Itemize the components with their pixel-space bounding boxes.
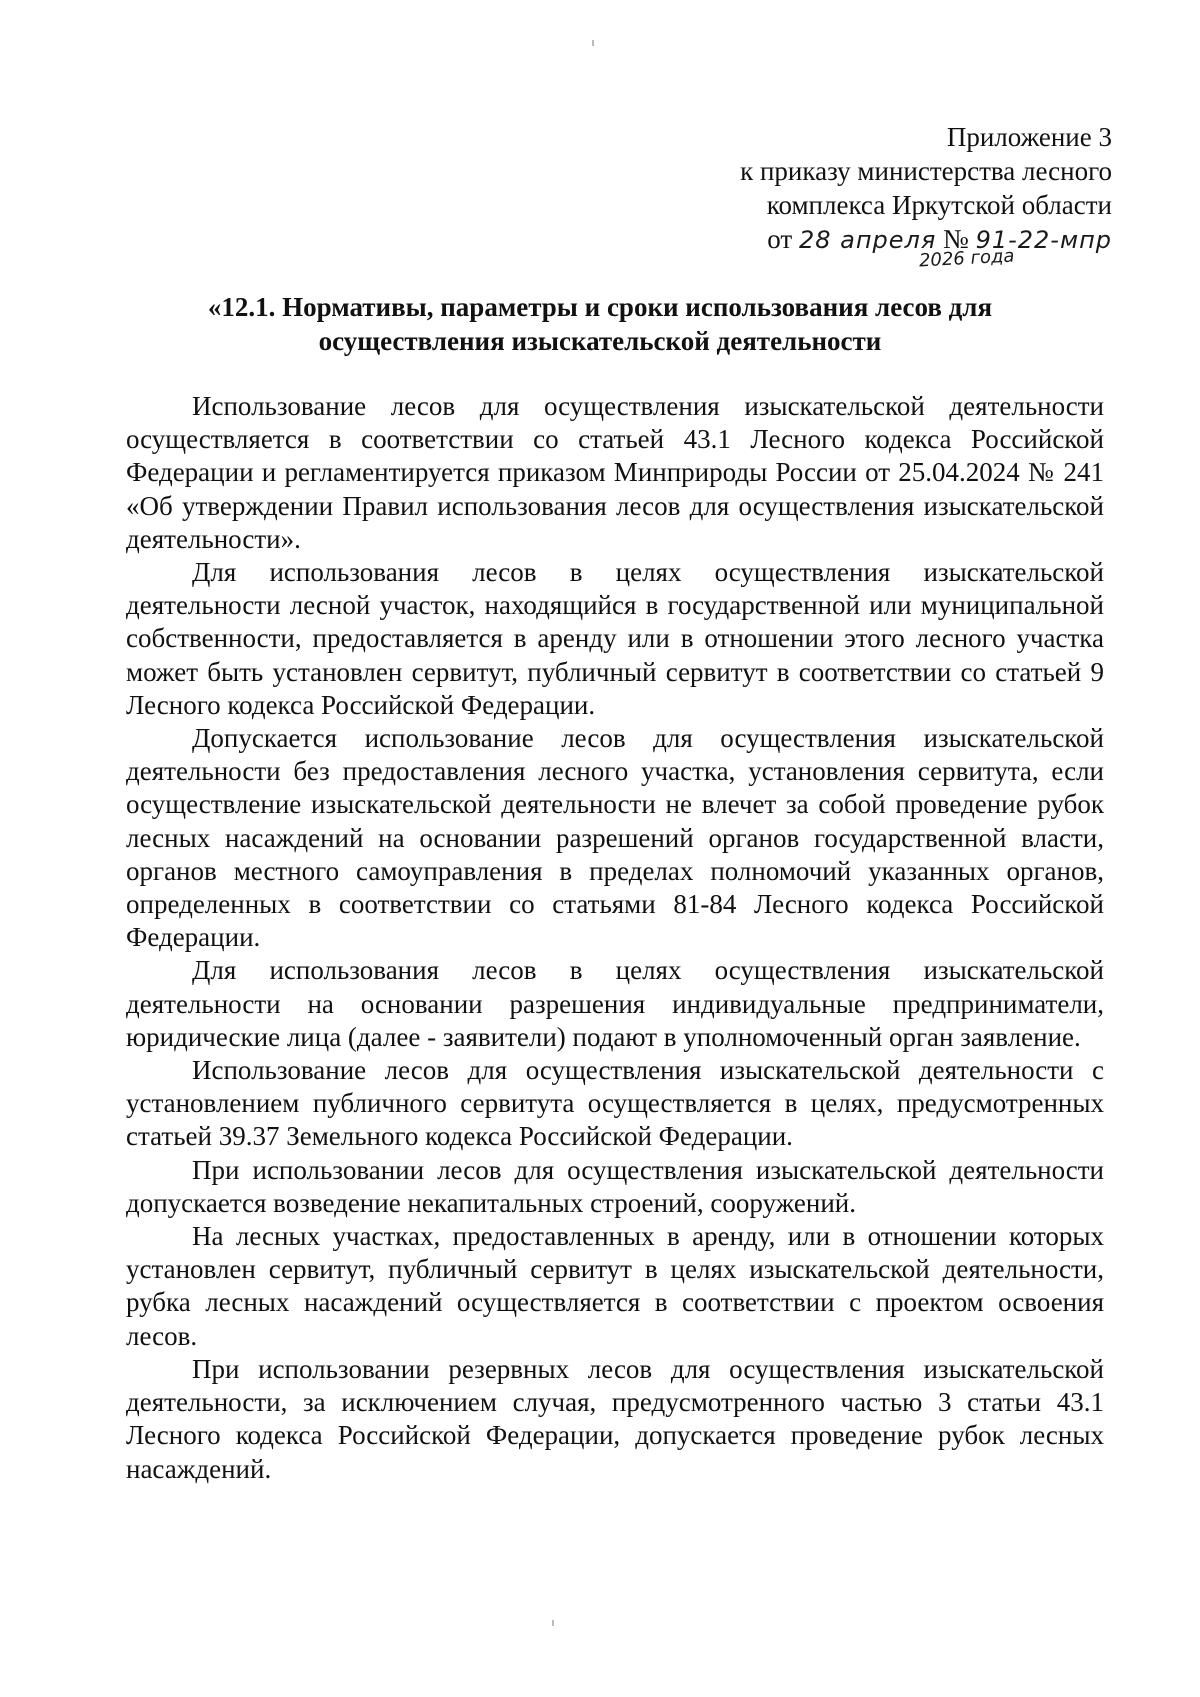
- appendix-order-ref: к приказу министерства лесного: [740, 156, 1112, 186]
- appendix-number: Приложение 3: [946, 122, 1112, 152]
- paragraph: При использовании лесов для осуществления изыскательской деятельности допускается возведение некапитальных строений, сооружений.: [126, 1154, 1104, 1218]
- date-prefix: от: [767, 224, 793, 254]
- paragraph: При использовании резервных лесов для осуществления изыскательской деятельности, за исключением случая, предусмотренного частью 3 статьи 43.1 Лесного кодекса Российской Федерации, допускается проведение рубок лесных насаждений.: [126, 1353, 1104, 1484]
- document-body: [126, 390, 1104, 1486]
- section-title: «12.1. Нормативы, параметры и сроки использования лесов для осуществления изыскательской деятельности: [207, 292, 993, 356]
- scan-speck: [552, 1620, 554, 1626]
- paragraph: Использование лесов для осуществления изыскательской деятельности с установлением публичного сервитута осуществляется в целях, предусмотренных статьей 39.37 Земельного кодекса Российской Федерации.: [126, 1055, 1104, 1152]
- paragraph: На лесных участках, предоставленных в аренду, или в отношении которых установлен сервитут, публичный сервитут в целях изыскательской деятельности, рубка лесных насаждений осуществляется в соответствии с проектом освоения лесов.: [126, 1221, 1104, 1351]
- paragraph: Использование лесов для осуществления изыскательской деятельности осуществляется в соответствии со статьей 43.1 Лесного кодекса Российской Федерации и регламентируется приказом Минприроды России от 25.04.2024 № 241 «Об утверждении Правил использования лесов для осуществления изыскательской деятельности».: [126, 391, 1104, 554]
- appendix-header: [692, 120, 1112, 257]
- handwritten-year: 2026 года: [918, 245, 1015, 272]
- paragraph: Допускается использование лесов для осуществления изыскательской деятельности без предоставления лесного участка, установления сервитута, если осуществление изыскательской деятельности не влечет за собой проведение рубок лесных насаждений на основании разрешений органов государственной власти, органов местного самоуправления в пределах полномочий указанных органов, определенных в соответствии со статьями 81-84 Лесного кодекса Российской Федерации.: [126, 723, 1104, 953]
- paragraph: Для использования лесов в целях осуществления изыскательской деятельности лесной участок, находящийся в государственной или муниципальной собственности, предоставляется в аренду или в отношении этого лесного участка может быть установлен сервитут, публичный сервитут в соответствии со статьей 9 Лесного кодекса Российской Федерации.: [126, 557, 1104, 720]
- handwritten-number: 91-22-мпр: [975, 226, 1112, 254]
- scan-speck: [592, 40, 594, 46]
- appendix-ministry: комплекса Иркутской области: [766, 190, 1112, 220]
- paragraph: Для использования лесов в целях осуществления изыскательской деятельности на основании разрешения индивидуальные предприниматели, юридические лица (далее - заявители) подают в уполномоченный орган заявление.: [126, 955, 1104, 1052]
- handwritten-date: 28 апреля: [798, 226, 937, 254]
- number-prefix: №: [943, 224, 969, 254]
- appendix-date-line: [692, 222, 1112, 257]
